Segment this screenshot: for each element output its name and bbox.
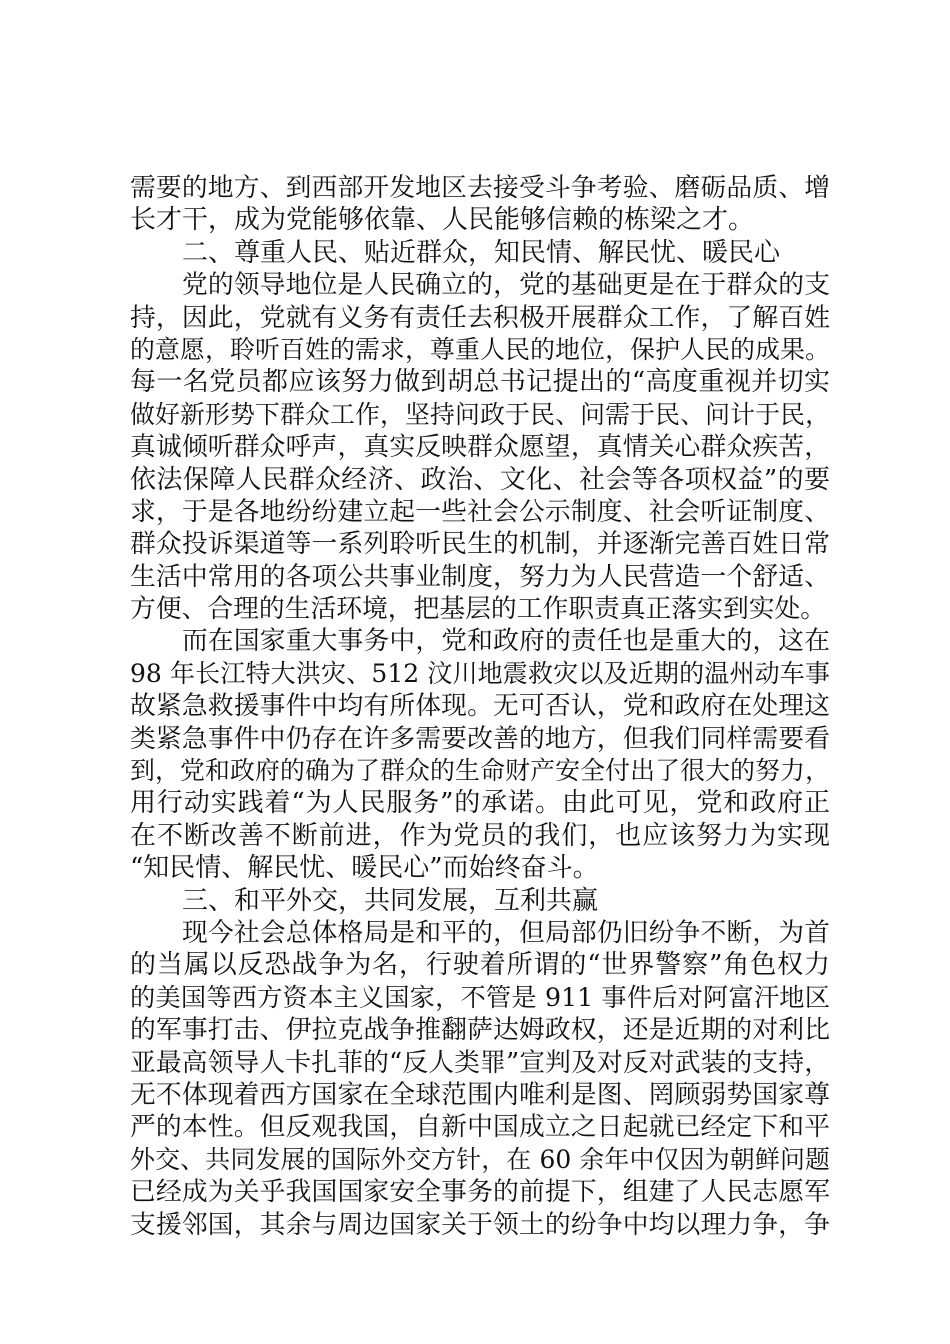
text-line: 群众投诉渠道等一系列聆听民生的机制，并逐渐完善百姓日常 bbox=[130, 529, 830, 560]
text-line: 现今社会总体格局是和平的，但局部仍旧纷争不断，为首 bbox=[182, 917, 830, 948]
text-line: 到，党和政府的确为了群众的生命财产安全付出了很大的努力， bbox=[130, 756, 830, 786]
text-line: 严的本性。但反观我国，自新中国成立之日起就已经定下和平 bbox=[130, 1112, 830, 1143]
text-line: 在不断改善不断前进，作为党员的我们，也应该努力为实现 bbox=[130, 820, 830, 851]
text-line: 持，因此，党就有义务有责任去积极开展群众工作，了解百姓 bbox=[130, 302, 830, 333]
text-line: 依法保障人民群众经济、政治、文化、社会等各项权益”的要 bbox=[130, 464, 830, 495]
text-line: 的军事打击、伊拉克战争推翻萨达姆政权，还是近期的对利比 bbox=[130, 1015, 830, 1046]
document-body-text bbox=[130, 172, 830, 1241]
text-line: 真诚倾听群众呼声，真实反映群众愿望，真情关心群众疾苦， bbox=[130, 432, 830, 463]
text-line: 外交、共同发展的国际外交方针，在 60 余年中仅因为朝鲜问题 bbox=[130, 1144, 830, 1174]
text-line: 的美国等西方资本主义国家，不管是 911 事件后对阿富汗地区 bbox=[130, 982, 830, 1012]
text-line: 求，于是各地纷纷建立起一些社会公示制度、社会听证制度、 bbox=[130, 496, 830, 527]
text-line: 长才干，成为党能够依靠、人民能够信赖的栋梁之才。 bbox=[130, 205, 755, 236]
text-line: 故紧急救援事件中均有所体现。无可否认，党和政府在处理这 bbox=[130, 691, 830, 722]
text-line: 而在国家重大事务中，党和政府的责任也是重大的，这在 bbox=[182, 626, 830, 657]
text-line: 二、尊重人民、贴近群众，知民情、解民忧、暖民心 bbox=[182, 237, 781, 268]
text-line: 生活中常用的各项公共事业制度，努力为人民营造一个舒适、 bbox=[130, 561, 830, 592]
text-line: 三、和平外交，共同发展，互利共赢 bbox=[182, 885, 599, 916]
text-line: 每一名党员都应该努力做到胡总书记提出的“高度重视并切实 bbox=[130, 367, 830, 398]
text-line: 亚最高领导人卡扎菲的“反人类罪”宣判及对反对武装的支持， bbox=[130, 1047, 830, 1078]
text-line: 需要的地方、到西部开发地区去接受斗争考验、磨砺品质、增 bbox=[130, 173, 830, 203]
text-line: 无不体现着西方国家在全球范围内唯利是图、罔顾弱势国家尊 bbox=[130, 1079, 830, 1110]
text-line: 做好新形势下群众工作，坚持问政于民、问需于民、问计于民， bbox=[130, 399, 830, 429]
text-line: 的意愿，聆听百姓的需求，尊重人民的地位，保护人民的成果。 bbox=[130, 334, 830, 364]
text-line: 支援邻国，其余与周边国家关于领土的纷争中均以理力争，争 bbox=[130, 1209, 830, 1240]
text-line: 类紧急事件中仍存在许多需要改善的地方，但我们同样需要看 bbox=[130, 723, 830, 754]
text-line: 98 年长江特大洪灾、512 汶川地震救灾以及近期的温州动车事 bbox=[130, 658, 830, 688]
text-line: 的当属以反恐战争为名，行驶着所谓的“世界警察”角色权力 bbox=[130, 950, 830, 981]
text-line: 方便、合理的生活环境，把基层的工作职责真正落实到实处。 bbox=[130, 594, 827, 625]
text-line: “知民情、解民忧、暖民心”而始终奋斗。 bbox=[130, 853, 599, 884]
text-line: 已经成为关乎我国国家安全事务的前提下，组建了人民志愿军 bbox=[130, 1177, 830, 1208]
text-line: 党的领导地位是人民确立的，党的基础更是在于群众的支 bbox=[182, 270, 830, 301]
text-line: 用行动实践着“为人民服务”的承诺。由此可见，党和政府正 bbox=[130, 788, 830, 819]
